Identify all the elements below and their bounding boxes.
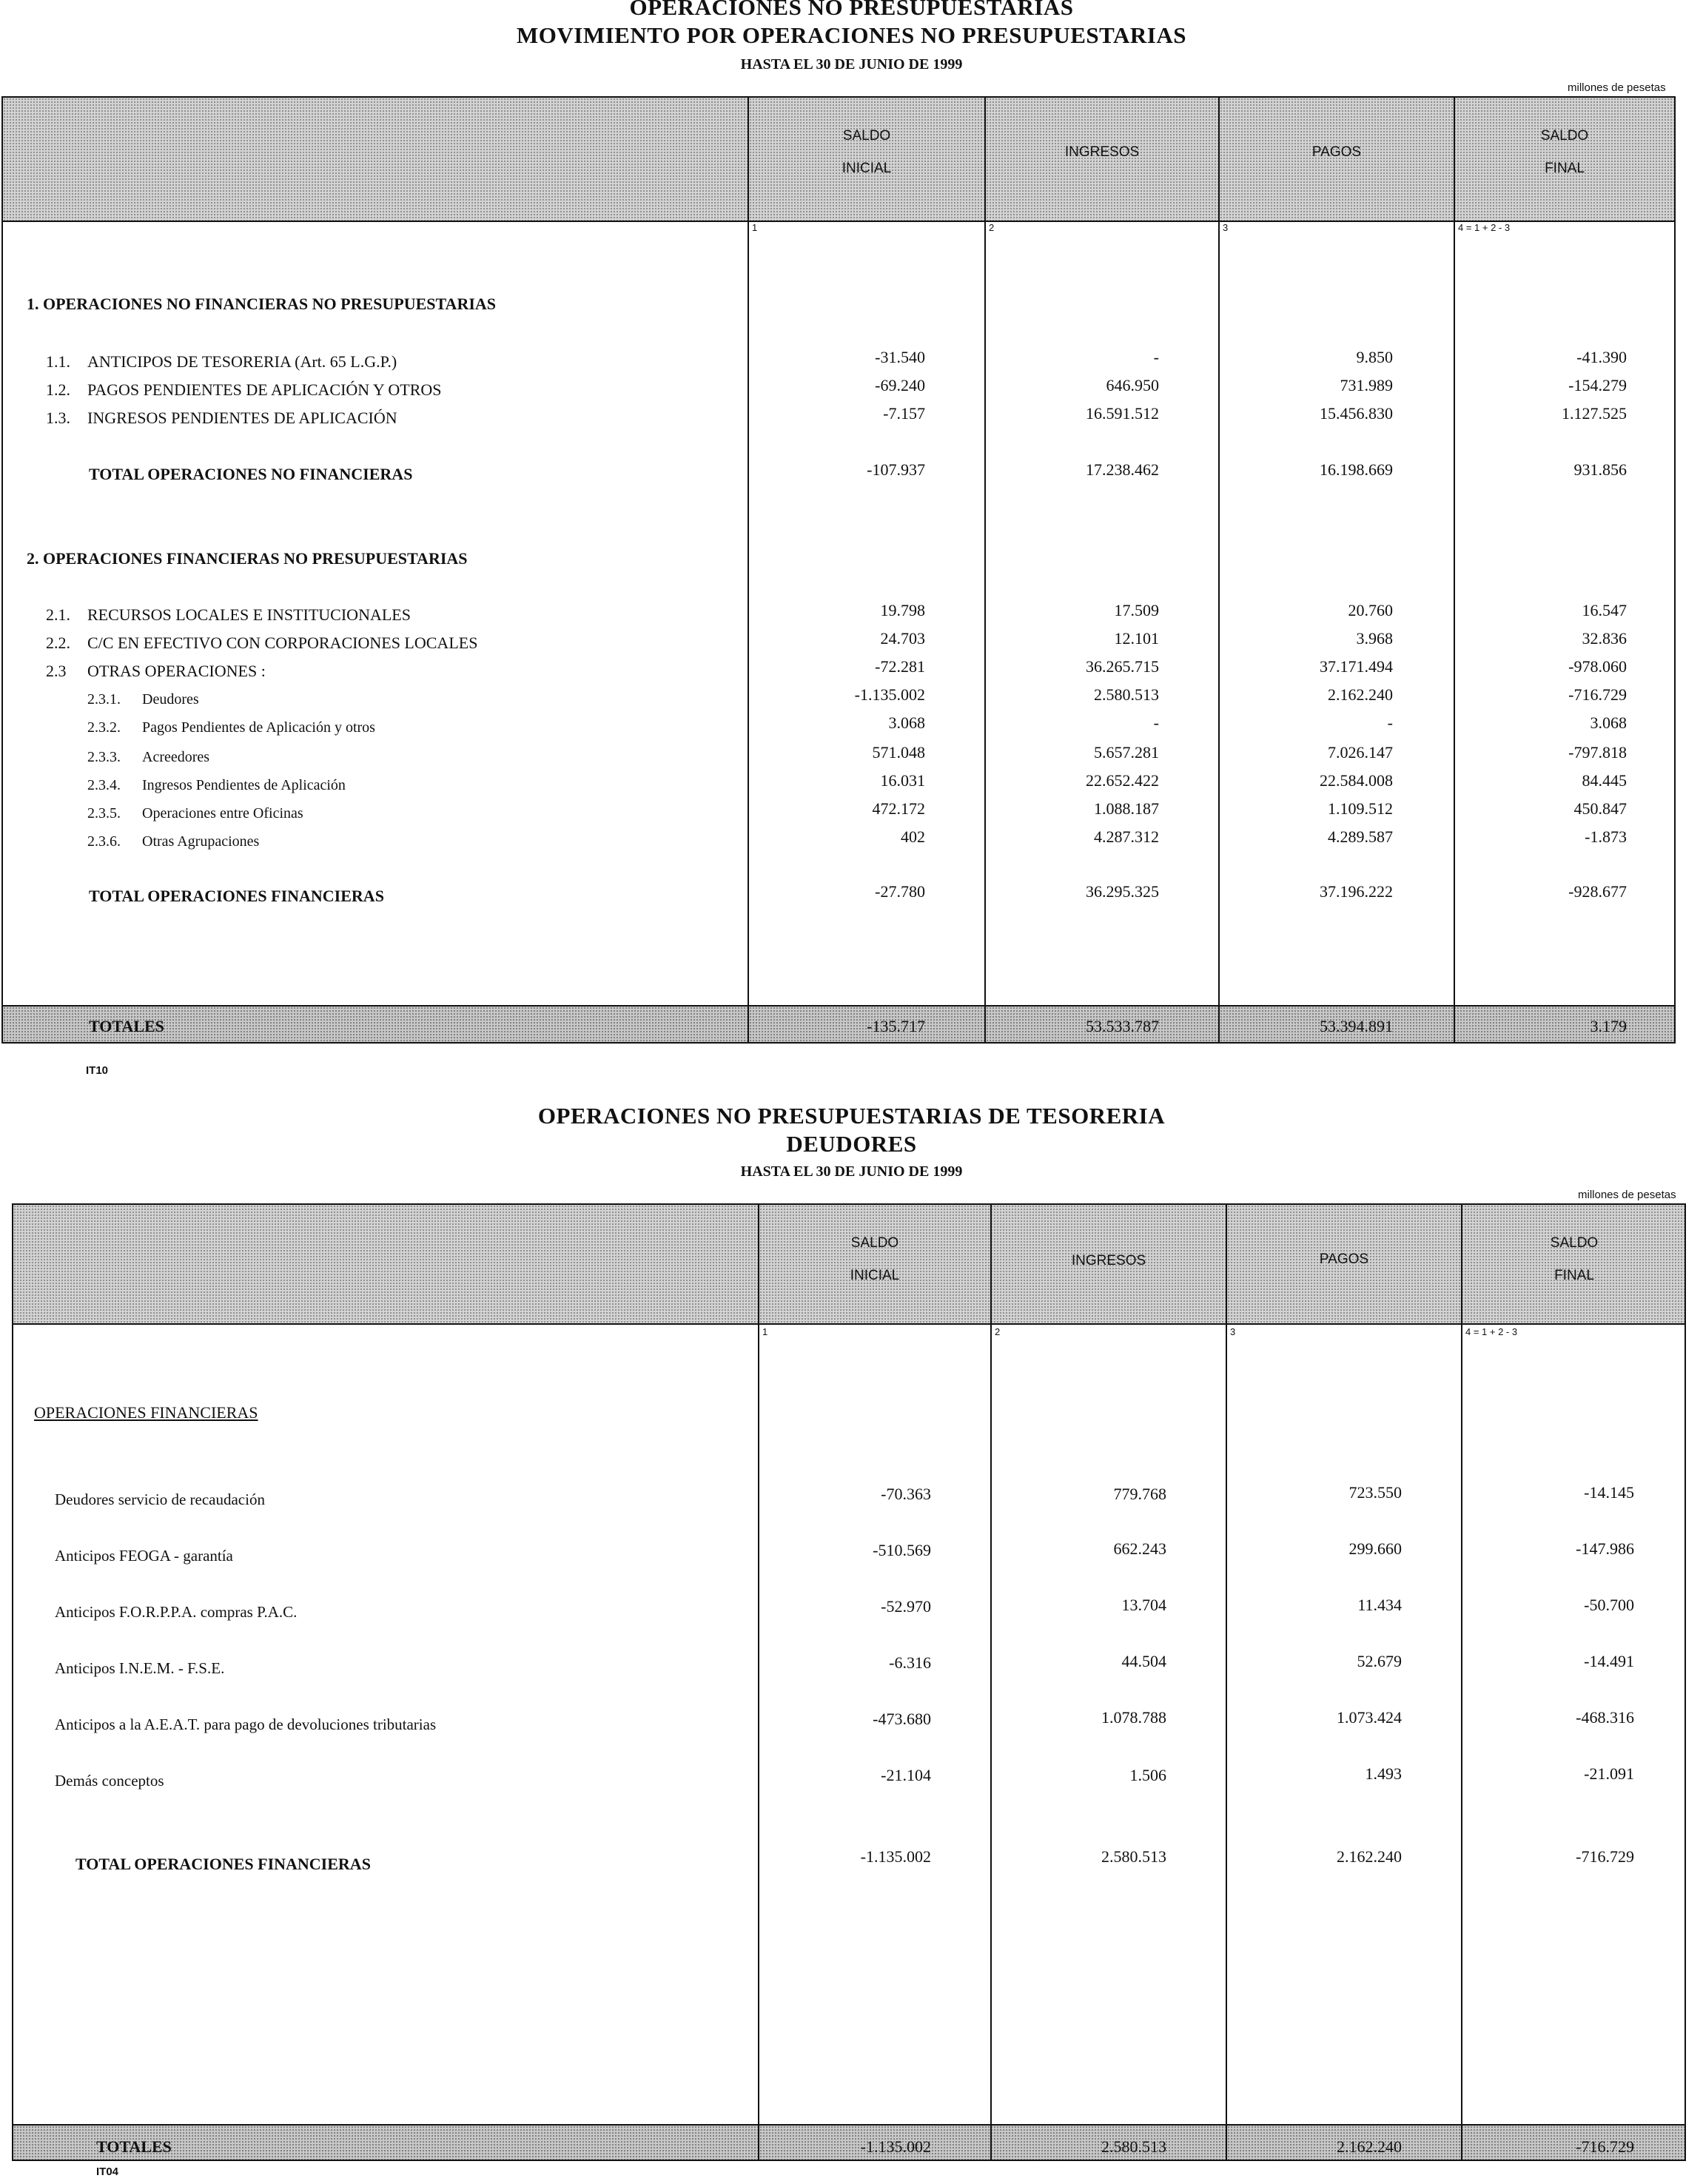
cell-ingresos: 16.591.512	[1086, 404, 1159, 423]
cell-ingresos: 1.078.788	[1101, 1708, 1166, 1727]
cell-saldo-final: -797.818	[1568, 743, 1627, 762]
deudores-table	[12, 1203, 1686, 2161]
cell-ingresos: 5.657.281	[1094, 743, 1159, 762]
cell-saldo-final: -14.145	[1584, 1483, 1634, 1502]
cell-pagos: 16.198.669	[1320, 460, 1393, 479]
total-saldo-final: -716.729	[1576, 2137, 1634, 2156]
cell-saldo-final: -716.729	[1576, 1847, 1634, 1866]
cell-ingresos: 1.506	[1129, 1766, 1166, 1784]
cell-saldo-final: 84.445	[1582, 771, 1627, 790]
column-header-ingresos: INGRESOS	[1071, 1253, 1146, 1269]
cell-saldo-inicial: 472.172	[872, 799, 925, 818]
cell-saldo-final: -21.091	[1584, 1764, 1634, 1783]
row-label: TOTAL OPERACIONES FINANCIERAS	[89, 887, 384, 905]
column-header-pagos: PAGOS	[1311, 144, 1362, 160]
cell-ingresos: 779.768	[1113, 1485, 1166, 1503]
row-label: Operaciones entre Oficinas	[142, 805, 303, 821]
row-code: 2.3	[46, 662, 67, 680]
row-code: 2.3.1.	[87, 691, 121, 708]
cell-saldo-inicial: 571.048	[872, 743, 925, 762]
cell-pagos: 1.073.424	[1337, 1708, 1402, 1727]
totals-label: TOTALES	[96, 2137, 172, 2156]
cell-pagos: 37.196.222	[1320, 882, 1393, 901]
cell-saldo-inicial: -72.281	[875, 657, 925, 676]
row-code: 2.2.	[46, 634, 70, 652]
column-header-pagos: PAGOS	[1319, 1251, 1369, 1267]
cell-pagos: 723.550	[1348, 1483, 1402, 1502]
cell-saldo-inicial: -69.240	[875, 376, 925, 394]
cell-saldo-final: 3.068	[1590, 713, 1627, 732]
operations-table	[1, 96, 1676, 1044]
cell-pagos: 52.679	[1357, 1652, 1402, 1670]
cell-saldo-inicial: -52.970	[881, 1597, 931, 1616]
cell-saldo-inicial: 19.798	[880, 601, 925, 619]
cell-saldo-final: 931.856	[1573, 460, 1627, 479]
row-label: INGRESOS PENDIENTES DE APLICACIÓN	[87, 409, 397, 427]
cell-pagos: 37.171.494	[1320, 657, 1393, 676]
units-label: millones de pesetas	[1578, 1189, 1676, 1201]
cell-pagos: 4.289.587	[1328, 827, 1393, 846]
cell-saldo-inicial: -70.363	[881, 1485, 931, 1503]
cell-pagos: 3.968	[1356, 629, 1393, 648]
row-label: Ingresos Pendientes de Aplicación	[142, 777, 346, 793]
cell-saldo-inicial: -21.104	[881, 1766, 931, 1784]
cell-saldo-final: 32.836	[1582, 629, 1627, 648]
row-code: 2.3.5.	[87, 805, 121, 821]
cell-saldo-inicial: -27.780	[875, 882, 925, 901]
cell-ingresos: 646.950	[1106, 376, 1159, 394]
date-caption: HASTA EL 30 DE JUNIO DE 1999	[740, 1163, 963, 1180]
cell-saldo-final: -716.729	[1568, 685, 1627, 704]
row-label: TOTAL OPERACIONES NO FINANCIERAS	[89, 465, 413, 483]
column-header-saldo-final: SALDO FINAL	[1540, 128, 1589, 176]
cell-saldo-inicial: -1.135.002	[854, 685, 925, 704]
cell-pagos: 2.162.240	[1337, 1847, 1402, 1866]
column-number: 3	[1230, 1326, 1236, 1337]
column-number: 2	[989, 222, 995, 233]
row-label: Anticipos a la A.E.A.T. para pago de devoluciones tributarias	[55, 1716, 437, 1733]
cell-ingresos: 662.243	[1113, 1539, 1166, 1558]
cell-saldo-final: 16.547	[1582, 601, 1627, 619]
cell-pagos: 11.434	[1357, 1596, 1402, 1614]
row-label: Deudores servicio de recaudación	[55, 1491, 265, 1508]
cell-ingresos: 36.295.325	[1086, 882, 1159, 901]
row-code: 2.3.4.	[87, 777, 121, 793]
cell-saldo-final: -50.700	[1584, 1596, 1634, 1614]
total-pagos: 53.394.891	[1320, 1017, 1393, 1035]
column-number: 1	[762, 1326, 768, 1337]
cell-pagos: 1.493	[1365, 1764, 1402, 1783]
row-label: Pagos Pendientes de Aplicación y otros	[142, 719, 375, 736]
cell-ingresos: 22.652.422	[1086, 771, 1159, 790]
cell-pagos: 2.162.240	[1328, 685, 1393, 704]
row-code: 2.3.6.	[87, 833, 121, 850]
cell-ingresos: 1.088.187	[1094, 799, 1159, 818]
row-label: OTRAS OPERACIONES :	[87, 662, 266, 680]
cell-saldo-inicial: -510.569	[873, 1541, 931, 1559]
row-label: ANTICIPOS DE TESORERIA (Art. 65 L.G.P.)	[87, 352, 397, 371]
cell-ingresos: 44.504	[1121, 1652, 1166, 1670]
row-code: 2.3.3.	[87, 749, 121, 765]
row-label: Deudores	[142, 691, 199, 708]
column-divider	[1461, 1205, 1462, 2160]
column-divider	[1226, 1205, 1227, 2160]
cell-saldo-inicial: -107.937	[867, 460, 925, 479]
cell-ingresos: 4.287.312	[1094, 827, 1159, 846]
column-divider	[758, 1205, 759, 2160]
total-saldo-final: 3.179	[1590, 1017, 1627, 1035]
cell-saldo-inicial: 16.031	[880, 771, 925, 790]
row-label: Anticipos FEOGA - garantía	[55, 1547, 233, 1565]
cell-ingresos: 13.704	[1121, 1596, 1166, 1614]
cell-saldo-inicial: 3.068	[888, 713, 925, 732]
column-number: 4 = 1 + 2 - 3	[1458, 222, 1511, 233]
date-caption: HASTA EL 30 DE JUNIO DE 1999	[740, 56, 963, 73]
section-title: 1. OPERACIONES NO FINANCIERAS NO PRESUPUESTARIAS	[27, 295, 497, 313]
row-code: 1.3.	[46, 409, 70, 427]
row-label: Otras Agrupaciones	[142, 833, 260, 850]
cell-saldo-inicial: -31.540	[875, 348, 925, 366]
row-label: Acreedores	[142, 749, 210, 765]
column-header-ingresos: INGRESOS	[1064, 144, 1140, 160]
report-code: IT04	[96, 2165, 119, 2178]
cell-saldo-inicial: 24.703	[880, 629, 925, 648]
cell-pagos: 731.989	[1340, 376, 1393, 394]
cell-saldo-inicial: 402	[901, 827, 925, 846]
cell-pagos: 20.760	[1348, 601, 1393, 619]
row-code: 1.2.	[46, 380, 70, 399]
cell-pagos: 7.026.147	[1328, 743, 1393, 762]
row-label: PAGOS PENDIENTES DE APLICACIÓN Y OTROS	[87, 380, 442, 399]
cell-pagos: 9.850	[1356, 348, 1393, 366]
row-code: 2.3.2.	[87, 719, 121, 736]
cell-ingresos: 2.580.513	[1101, 1847, 1166, 1866]
cell-saldo-final: 450.847	[1573, 799, 1627, 818]
cell-ingresos: 17.509	[1114, 601, 1159, 619]
row-label: C/C EN EFECTIVO CON CORPORACIONES LOCALES	[87, 634, 478, 652]
column-number: 2	[995, 1326, 1001, 1337]
total-ingresos: 2.580.513	[1101, 2137, 1166, 2156]
cell-saldo-final: -154.279	[1568, 376, 1627, 394]
cell-pagos: 15.456.830	[1320, 404, 1393, 423]
cell-saldo-inicial: -1.135.002	[860, 1847, 931, 1866]
column-divider	[990, 1205, 992, 2160]
page-subtitle: DEUDORES	[786, 1131, 917, 1157]
row-label: Anticipos I.N.E.M. - F.S.E.	[55, 1659, 225, 1677]
cell-saldo-final: -41.390	[1576, 348, 1627, 366]
column-header-saldo-inicial: SALDO INICIAL	[850, 1235, 900, 1283]
total-pagos: 2.162.240	[1337, 2137, 1402, 2156]
cell-pagos: 22.584.008	[1320, 771, 1393, 790]
row-label: Anticipos F.O.R.P.P.A. compras P.A.C.	[55, 1603, 298, 1621]
column-header-saldo-inicial: SALDO INICIAL	[842, 128, 892, 176]
column-number: 1	[752, 222, 758, 233]
cell-saldo-final: -14.491	[1584, 1652, 1634, 1670]
cell-ingresos: 17.238.462	[1086, 460, 1159, 479]
row-label: Demás conceptos	[55, 1772, 164, 1790]
total-ingresos: 53.533.787	[1086, 1017, 1159, 1035]
total-saldo-inicial: -1.135.002	[860, 2137, 931, 2156]
section-title: OPERACIONES FINANCIERAS	[34, 1403, 258, 1422]
cell-pagos: -	[1387, 713, 1393, 732]
cell-saldo-final: -978.060	[1568, 657, 1627, 676]
page-title: OPERACIONES NO PRESUPUESTARIAS	[629, 0, 1074, 20]
cell-saldo-inicial: -473.680	[873, 1710, 931, 1728]
row-label: TOTAL OPERACIONES FINANCIERAS	[75, 1855, 371, 1873]
row-label: RECURSOS LOCALES E INSTITUCIONALES	[87, 605, 411, 624]
section-title: 2. OPERACIONES FINANCIERAS NO PRESUPUESTARIAS	[27, 549, 468, 568]
column-header-saldo-final: SALDO FINAL	[1550, 1235, 1599, 1283]
cell-ingresos: 2.580.513	[1094, 685, 1159, 704]
cell-ingresos: 12.101	[1114, 629, 1159, 648]
column-number: 4 = 1 + 2 - 3	[1465, 1326, 1518, 1337]
cell-ingresos: -	[1153, 348, 1159, 366]
cell-saldo-final: -1.873	[1585, 827, 1627, 846]
cell-pagos: 1.109.512	[1328, 799, 1393, 818]
cell-pagos: 299.660	[1348, 1539, 1402, 1558]
totals-label: TOTALES	[89, 1017, 164, 1035]
row-code: 2.1.	[46, 605, 70, 624]
column-number: 3	[1223, 222, 1229, 233]
cell-saldo-inicial: -6.316	[889, 1653, 931, 1672]
page-title: OPERACIONES NO PRESUPUESTARIAS DE TESORERIA	[537, 1103, 1166, 1129]
page-subtitle: MOVIMIENTO POR OPERACIONES NO PRESUPUESTARIAS	[517, 22, 1186, 48]
cell-ingresos: -	[1153, 713, 1159, 732]
total-saldo-inicial: -135.717	[867, 1017, 925, 1035]
report-code: IT10	[86, 1064, 109, 1077]
cell-saldo-inicial: -7.157	[883, 404, 925, 423]
units-label: millones de pesetas	[1568, 81, 1666, 94]
cell-saldo-final: -928.677	[1568, 882, 1627, 901]
cell-ingresos: 36.265.715	[1086, 657, 1159, 676]
cell-saldo-final: -147.986	[1576, 1539, 1634, 1558]
cell-saldo-final: 1.127.525	[1562, 404, 1627, 423]
row-code: 1.1.	[46, 352, 70, 371]
cell-saldo-final: -468.316	[1576, 1708, 1634, 1727]
